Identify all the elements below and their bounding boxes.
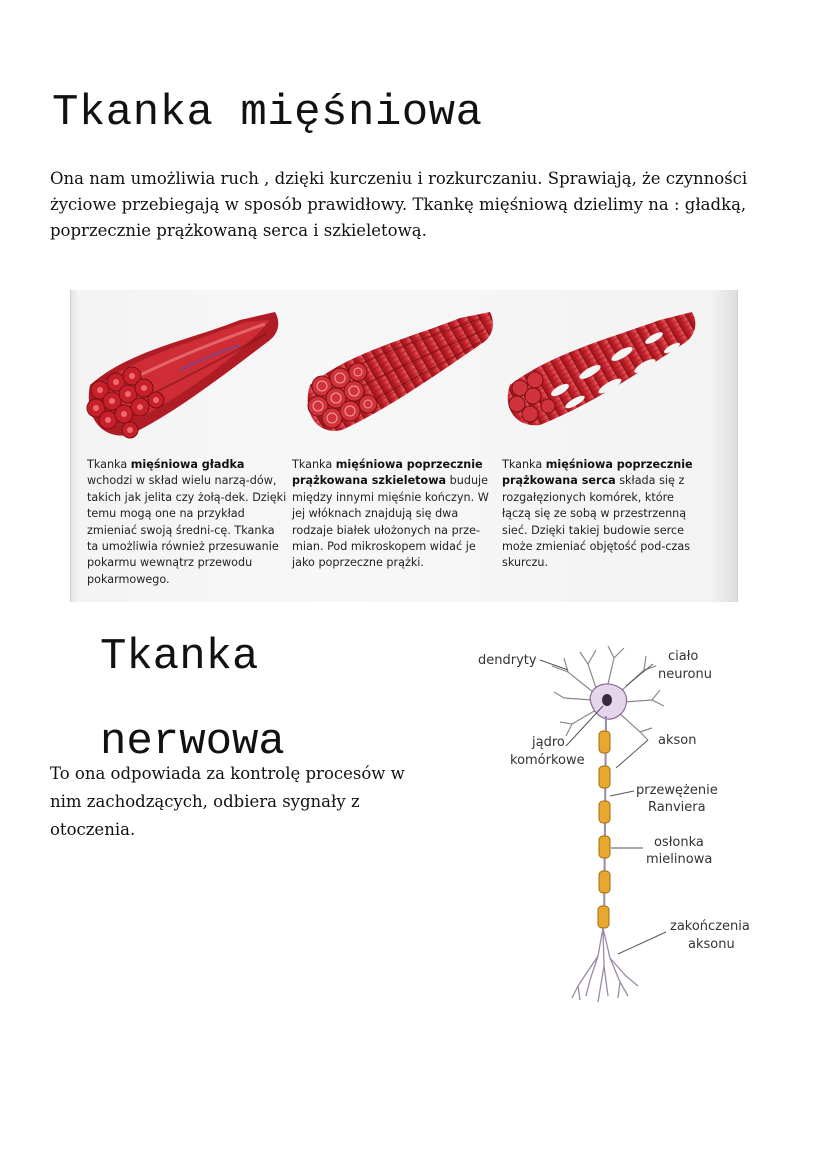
neuron-diagram <box>468 636 768 1016</box>
axon-terminals-drawing <box>572 928 638 1002</box>
smooth-muscle-caption <box>87 457 287 588</box>
caption-text: wchodzi w skład wielu narzą-dów, takich jak jelita czy żołą-dek. Dzięki temu mogą one na przykład zmieniać swoją średni-cę. Tkanka ta umożliwia również przesuwanie pokarmu wewnątrz przewodu pokarmowego. <box>87 474 287 586</box>
muscle-tissue-title: Tkanka mięśniowa <box>52 88 483 138</box>
muscle-illustrations <box>70 290 738 470</box>
caption-text: buduje między innymi mięśnie kończyn. W jej włóknach znajdują się dwa rodzaje białek ułożonych na prze-mian. Pod mikroskopem widać je jako poprzeczne prążki. <box>292 474 489 570</box>
label-terminals-2: aksonu <box>688 937 735 952</box>
label-neuron-body-2: neuronu <box>658 667 712 682</box>
label-myelin-1: osłonka <box>654 835 704 850</box>
label-dendrites: dendryty <box>478 653 537 668</box>
label-ranvier-1: przewężenie <box>636 783 718 798</box>
label-terminals-1: zakończenia <box>670 919 750 934</box>
caption-prefix: Tkanka <box>292 458 336 471</box>
nucleus-drawing <box>602 694 612 706</box>
label-myelin-2: mielinowa <box>646 852 713 867</box>
muscle-tissue-intro: Ona nam umożliwia ruch , dzięki kurczeniu i rozkurczaniu. Sprawiają, że czynności życiowe przebiegają w sposób prawidłowy. Tkankę mięśniową dzielimy na : gładką, poprzecznie prążkowaną serca i szkieletową. <box>50 169 748 240</box>
caption-term: mięśniowa poprzecznie prążkowana serca <box>502 458 693 488</box>
cardiac-muscle-caption <box>502 457 702 572</box>
label-neuron-body-1: ciało <box>668 649 699 664</box>
caption-prefix: Tkanka <box>502 458 546 471</box>
nerve-tissue-text: To ona odpowiada za kontrolę procesów w nim zachodzących, odbiera sygnały z otoczenia. <box>50 764 405 839</box>
skeletal-muscle-caption <box>292 457 492 572</box>
nerve-title-line1: Tkanka <box>100 632 259 682</box>
muscle-types-figure <box>70 290 738 602</box>
caption-term: mięśniowa poprzecznie prążkowana szkieletowa <box>292 458 483 488</box>
cardiac-muscle-illustration <box>508 312 696 425</box>
skeletal-muscle-illustration <box>308 312 493 431</box>
label-nucleus-1: jądro <box>532 735 565 750</box>
label-axon: akson <box>658 733 697 748</box>
label-nucleus-2: komórkowe <box>510 753 585 768</box>
caption-prefix: Tkanka <box>87 458 131 471</box>
nerve-title-line2: nerwowa <box>100 717 285 767</box>
label-ranvier-2: Ranviera <box>648 800 706 815</box>
caption-term: mięśniowa gładka <box>130 458 245 471</box>
caption-text: składa się z rozgałęzionych komórek, które łączą się ze sobą w przestrzenną sieć. Dzięki takiej budowie serce może zmieniać objętość pod-czas skurczu. <box>502 474 691 570</box>
smooth-muscle-illustration <box>87 312 278 438</box>
